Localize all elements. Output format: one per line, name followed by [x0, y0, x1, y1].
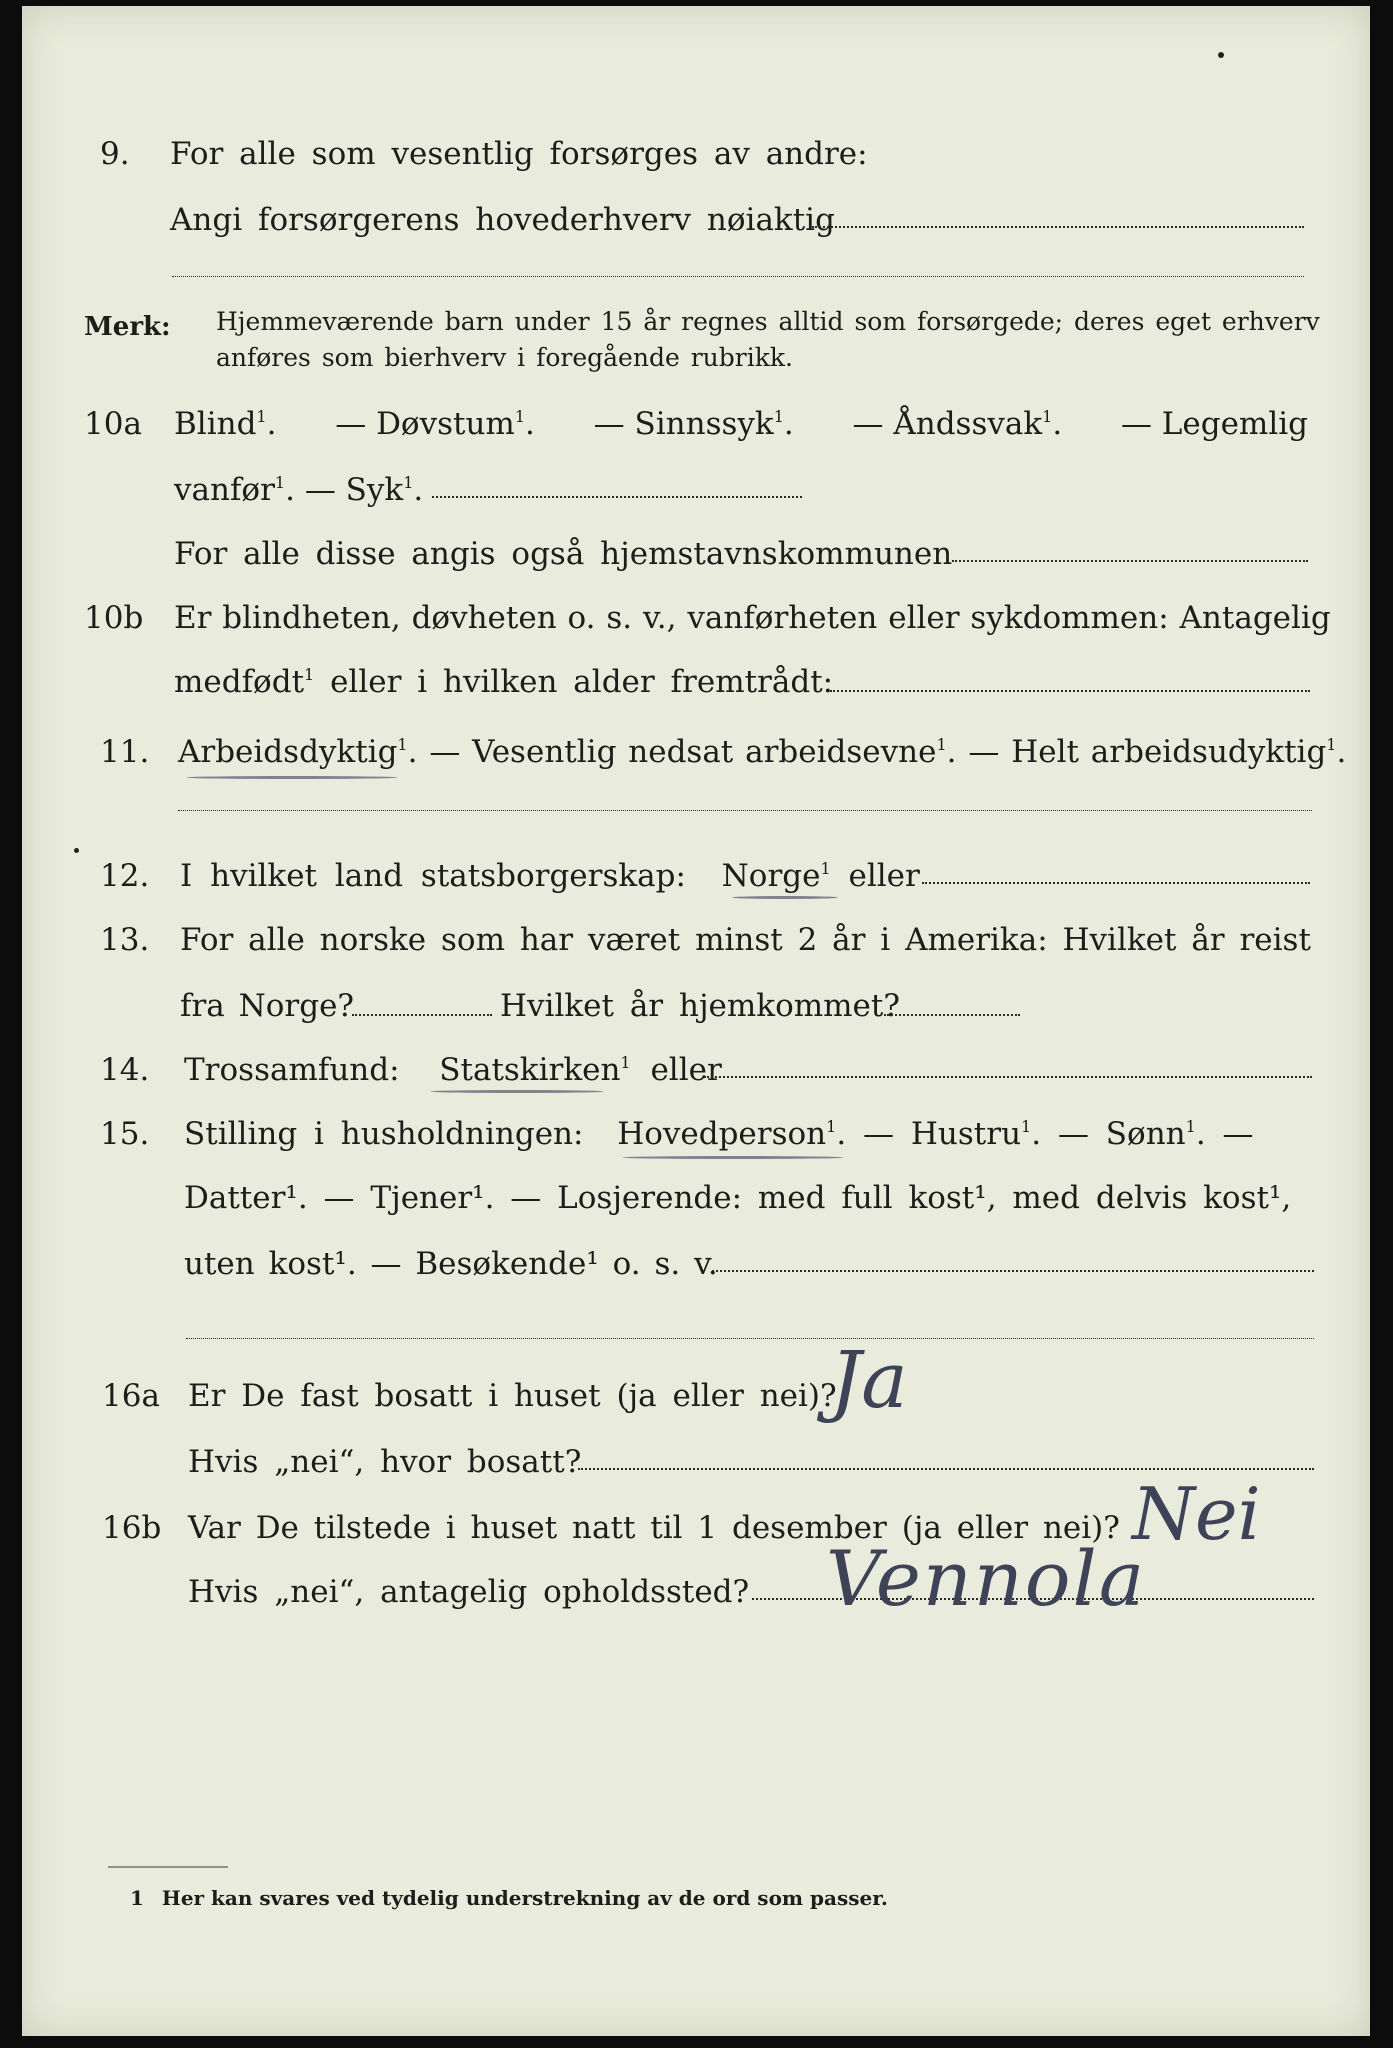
question-number: 16a	[102, 1378, 160, 1414]
question-text: For alle norske som har været minst 2 år i Amerika: Hvilket år reist	[180, 922, 1311, 958]
question-number: 16b	[102, 1510, 162, 1546]
handwritten-underline	[430, 1090, 604, 1093]
question-number: 12.	[100, 858, 150, 894]
question-number: 11.	[100, 734, 150, 770]
handwritten-underline	[622, 1156, 844, 1159]
answer-line[interactable]	[172, 276, 1304, 277]
question-text: Er blindheten, døvheten o. s. v., vanførheten eller sykdommen: Antagelig	[174, 600, 1331, 636]
handwritten-answer: Nei	[1132, 1472, 1261, 1556]
ink-speck	[1218, 52, 1224, 58]
question-number: 10b	[84, 600, 144, 636]
question-text: Arbeidsdyktig$^1$. — Vesentlig nedsat arbeidsevne$^1$. — Helt arbeidsudyktig$^1$.	[178, 734, 1347, 770]
note-label: Merk:	[84, 312, 171, 342]
question-text: I hvilket land statsborgerskap: Norge$^1$ eller	[180, 858, 920, 894]
question-text: Trossamfund: Statskirken$^1$ eller	[184, 1052, 722, 1088]
answer-line[interactable]	[178, 810, 1312, 811]
question-text: Angi forsørgerens hovederhverv nøiaktig	[170, 202, 835, 238]
handwritten-answer: Ja	[830, 1336, 908, 1426]
answer-line[interactable]	[830, 690, 1310, 692]
question-number: 9.	[100, 136, 130, 172]
answer-line[interactable]	[432, 496, 802, 498]
footnote: 1 Her kan svares ved tydelig understrekning av de ord som passer.	[130, 1886, 888, 1910]
question-number: 13.	[100, 922, 150, 958]
answer-line[interactable]	[704, 1076, 1312, 1078]
question-number: 15.	[100, 1116, 150, 1152]
answer-line[interactable]	[578, 1468, 1314, 1470]
answer-line[interactable]	[812, 226, 1304, 228]
handwritten-underline	[186, 776, 398, 779]
handwritten-underline	[732, 896, 838, 899]
answer-line[interactable]	[922, 882, 1310, 884]
census-form-page: 9. For alle som vesentlig forsørges av andre: Angi forsørgerens hovederhverv nøiaktig Merk: Hjemmeværende barn under 15 år regnes alltid som forsørgede; deres eget erhverv anføres som bierhverv i foregående rubrikk. 10a Blind$^1$. — Døvstum$^1$. — Sinnssyk$^1$. — Åndssvak$^1$. — Legemlig vanfør$^1$. — Syk$^1$. For alle disse angis også hjemstavnskommunen 10b Er blindheten, døvheten o. s. v., vanførheten eller sykdommen: Antagelig medfødt$^1$ eller i hvilken alder fremtrådt: 11. Arbeidsdyktig$^1$. — Vesentlig nedsat arbeidsevne$^1$. — Helt arbeidsudyktig$^1$. 12. I hvilket land statsborgerskap: Norge$^1$ eller 13. For alle norske som har været minst 2 år i Amerika: Hvilket år reist fra Norge? Hvilket år hjemkommet? 14. Trossamfund: Statskirken$^1$ eller 15. Stilling i husholdningen: Hovedperson$^1$. — Hustru$^1$. — Sønn$^1$. — Datter¹. — Tjener¹. — Losjerende: med full kost¹, med delvis kost¹, uten kost¹. — Besøkende¹ o. s. v. 16a Er De fast bosatt i huset (ja eller nei)? Ja Hvis „nei“, hvor bosatt? 16b Var De tilstede i huset natt til 1 desember (ja eller nei)? Nei Hvis „nei“, antagelig opholdssted? Vennola 1 Her kan svares ved tydelig understrekning av de ord som passer.	[22, 6, 1370, 2036]
question-number: 14.	[100, 1052, 150, 1088]
handwritten-answer: Vennola	[826, 1534, 1147, 1623]
question-number: 10a	[84, 406, 142, 442]
question-text: Var De tilstede i huset natt til 1 desember (ja eller nei)?	[188, 1510, 1120, 1546]
answer-line[interactable]	[952, 560, 1308, 562]
answer-line[interactable]	[884, 1014, 1020, 1016]
answer-line[interactable]	[352, 1014, 492, 1016]
answer-line[interactable]	[186, 1338, 1314, 1339]
question-text: Stilling i husholdningen: Hovedperson$^1$. — Hustru$^1$. — Sønn$^1$. —	[184, 1116, 1254, 1152]
ink-speck	[74, 848, 79, 853]
answer-line[interactable]	[712, 1270, 1314, 1272]
question-text: For alle som vesentlig forsørges av andre:	[170, 136, 868, 172]
question-text: Blind$^1$. — Døvstum$^1$. — Sinnssyk$^1$. — Åndssvak$^1$. — Legemlig	[174, 406, 1308, 442]
question-text: Er De fast bosatt i huset (ja eller nei)?	[188, 1378, 837, 1414]
footnote-rule	[108, 1866, 228, 1868]
